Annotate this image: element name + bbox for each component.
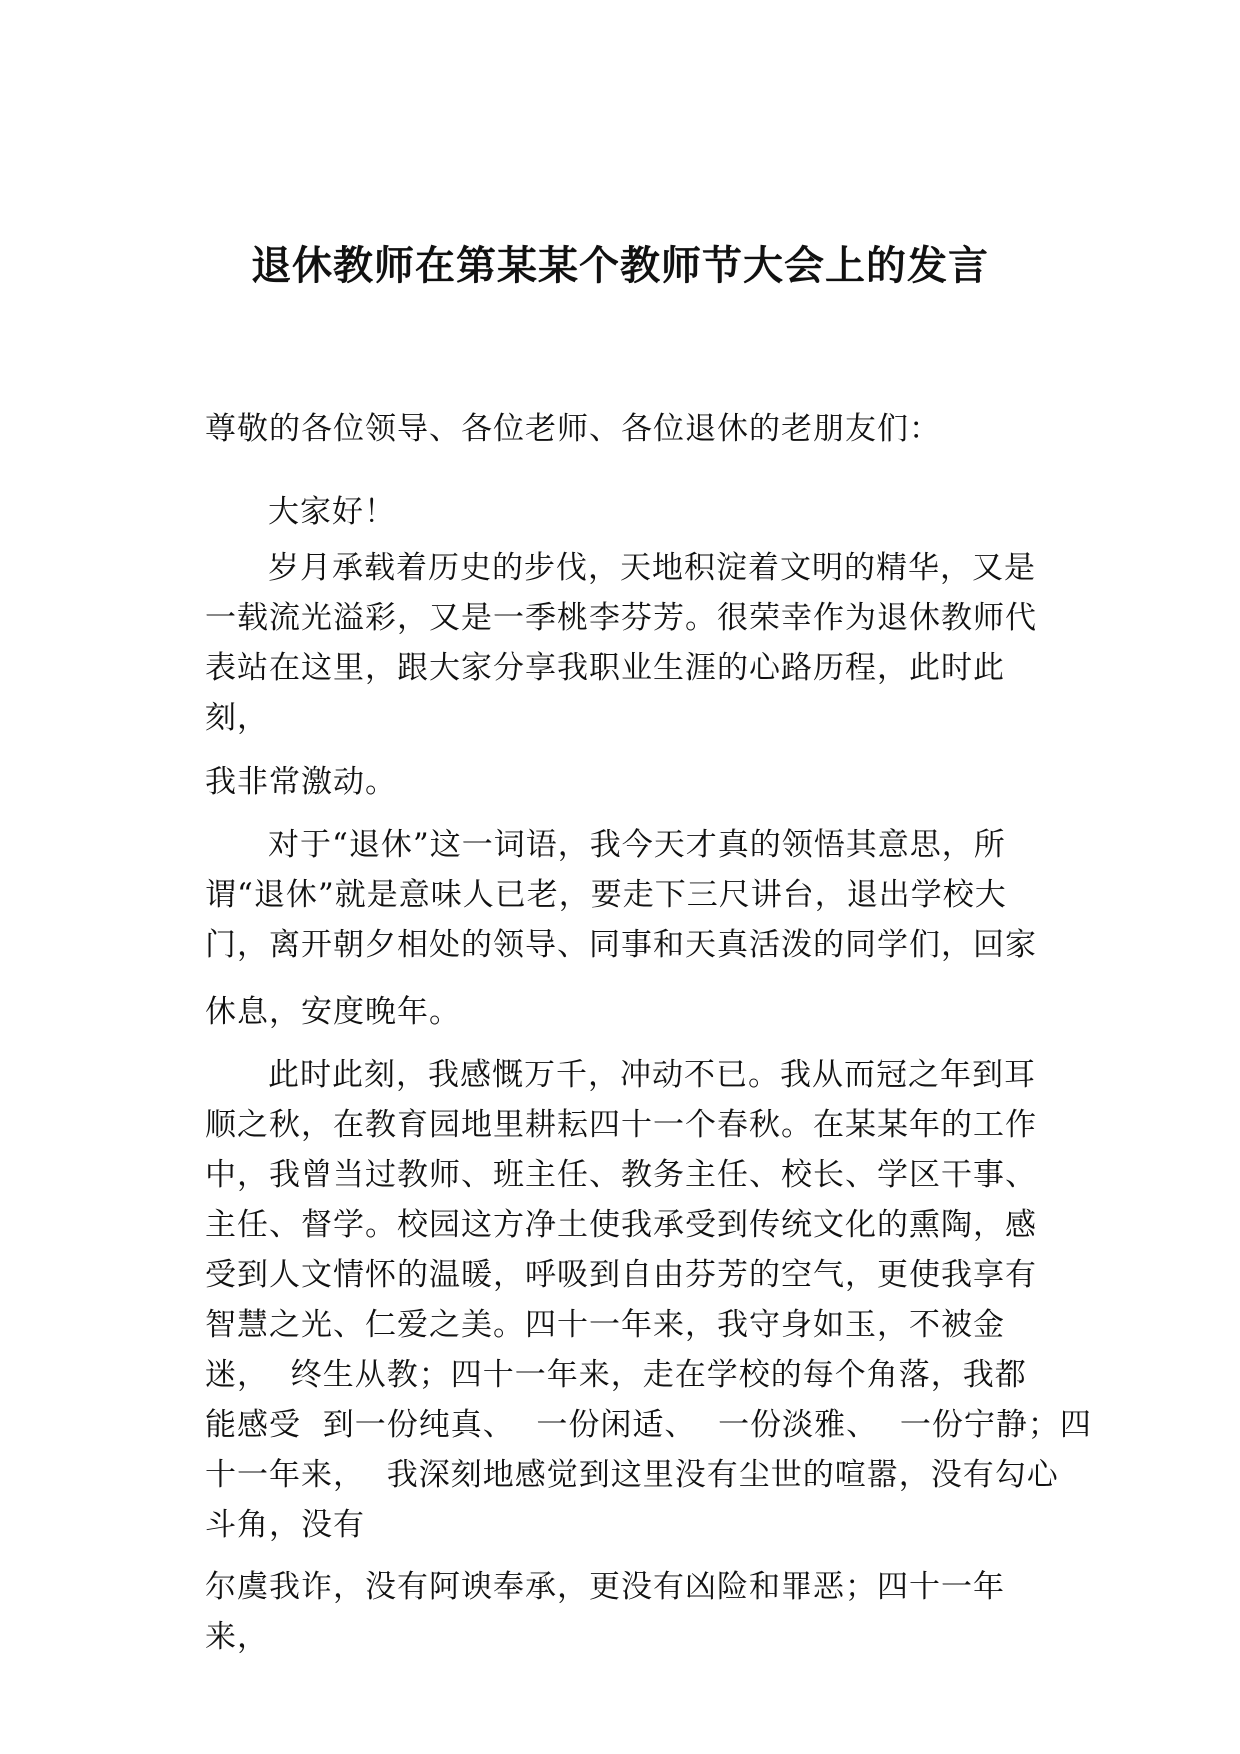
paragraph-line: 十一年来， 我深刻地感觉到这里没有尘世的喧嚣，没有勾心 — [205, 1457, 1059, 1493]
paragraph-line: 此时此刻，我感慨万千，冲动不已。我从而冠之年到耳 — [268, 1057, 1036, 1093]
paragraph-line: 一载流光溢彩，又是一季桃李芬芳。很荣幸作为退休教师代 — [205, 600, 1037, 636]
paragraph-line: 中，我曾当过教师、班主任、教务主任、校长、学区干事、 — [205, 1157, 1037, 1193]
paragraph-line: 顺之秋，在教育园地里耕耘四十一个春秋。在某某年的工作 — [205, 1107, 1037, 1143]
paragraph-line: 智慧之光、仁爱之美。四十一年来，我守身如玉，不被金 — [205, 1307, 1005, 1343]
paragraph-line: 休息，安度晚年。 — [205, 994, 461, 1030]
paragraph-line: 门，离开朝夕相处的领导、同事和天真活泼的同学们，回家 — [205, 927, 1037, 963]
paragraph-line: 对于“退休”这一词语，我今天才真的领悟其意思，所 — [268, 827, 1006, 863]
paragraph-line: 岁月承载着历史的步伐，天地积淀着文明的精华，又是 — [268, 550, 1036, 586]
paragraph-line: 我非常激动。 — [205, 764, 397, 800]
paragraph-line: 能感受 到一份纯真、 一份闲适、 一份淡雅、 一份宁静；四 — [205, 1407, 1092, 1443]
paragraph-line: 来， — [205, 1619, 269, 1655]
paragraph-line: 主任、督学。校园这方净土使我承受到传统文化的熏陶，感 — [205, 1207, 1037, 1243]
paragraph-line: 刻， — [205, 700, 269, 736]
paragraph-line: 受到人文情怀的温暖，呼吸到自由芬芳的空气，更使我享有 — [205, 1257, 1037, 1293]
paragraph-line: 迷， 终生从教；四十一年来，走在学校的每个角落，我都 — [205, 1357, 1027, 1393]
document-title: 退休教师在第某某个教师节大会上的发言 — [251, 243, 989, 289]
greeting: 大家好！ — [268, 494, 396, 530]
paragraph-line: 谓“退休”就是意味人已老，要走下三尺讲台，退出学校大 — [205, 877, 1007, 913]
paragraph-line: 尔虞我诈，没有阿谀奉承，更没有凶险和罪恶；四十一年 — [205, 1569, 1005, 1605]
paragraph-line: 斗角，没有 — [205, 1507, 365, 1543]
paragraph-line: 表站在这里，跟大家分享我职业生涯的心路历程，此时此 — [205, 650, 1005, 686]
salutation: 尊敬的各位领导、各位老师、各位退休的老朋友们： — [205, 411, 941, 447]
